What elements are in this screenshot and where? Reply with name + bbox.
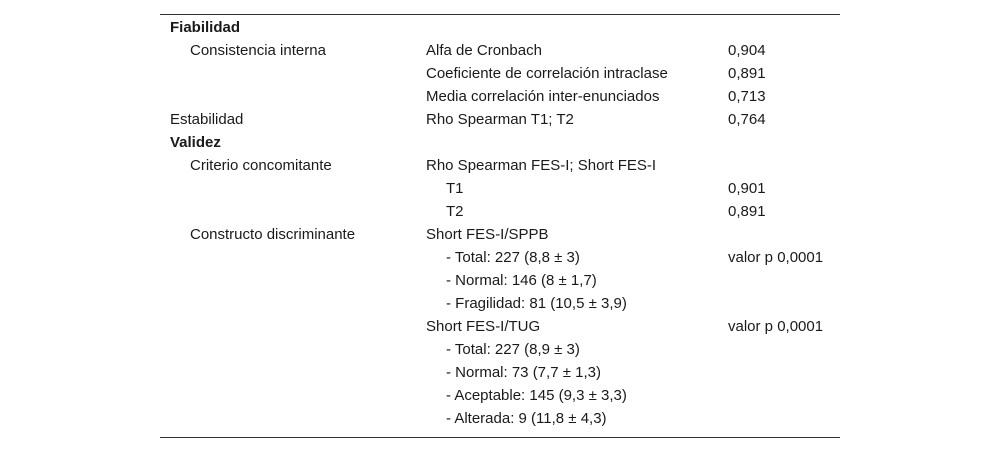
measure-cell: Media correlación inter-enunciados [426, 88, 660, 105]
value-cell: 0,891 [728, 65, 766, 82]
table-row [160, 384, 840, 407]
measure-cell: Short FES-I/SPPB [426, 226, 549, 243]
table-row [160, 85, 840, 108]
section-title-validez: Validez [170, 134, 221, 151]
measure-cell: Short FES-I/TUG [426, 318, 541, 335]
table-row [160, 108, 840, 131]
value-cell: 0,713 [728, 88, 766, 105]
value-cell: 0,891 [728, 203, 766, 220]
table-row [160, 131, 840, 154]
measure-cell: - Fragilidad: 81 (10,5 ± 3,9) [446, 295, 627, 312]
value-cell: valor p 0,0001 [728, 318, 824, 335]
results-table [160, 16, 840, 430]
table-row [160, 407, 840, 430]
category-criterio-concomitante: Criterio concomitante [190, 157, 332, 174]
psychometric-table [160, 14, 840, 438]
measure-cell: - Total: 227 (8,9 ± 3) [446, 341, 580, 358]
table-row [160, 62, 840, 85]
table-row [160, 315, 840, 338]
category-constructo-discriminante: Constructo discriminante [190, 226, 356, 243]
measure-cell: - Alterada: 9 (11,8 ± 4,3) [446, 410, 607, 427]
table-row [160, 361, 840, 384]
category-estabilidad: Estabilidad [170, 111, 244, 128]
value-cell [728, 292, 840, 315]
table-row [160, 39, 840, 62]
table-row [160, 154, 840, 177]
measure-cell: Rho Spearman FES-I; Short FES-I [426, 157, 657, 174]
measure-cell: - Aceptable: 145 (9,3 ± 3,3) [446, 387, 627, 404]
measure-cell: - Total: 227 (8,8 ± 3) [446, 249, 580, 266]
table-row [160, 292, 840, 315]
measure-cell: Coeficiente de correlación intraclase [426, 65, 668, 82]
table-row [160, 223, 840, 246]
table-row [160, 177, 840, 200]
value-cell [728, 269, 840, 292]
measure-cell: Alfa de Cronbach [426, 42, 542, 59]
measure-cell: T2 [446, 203, 464, 220]
measure-cell: Rho Spearman T1; T2 [426, 111, 574, 128]
measure-cell: - Normal: 146 (8 ± 1,7) [446, 272, 597, 289]
value-cell: valor p 0,0001 [728, 249, 824, 266]
value-cell: 0,901 [728, 180, 766, 197]
table-row [160, 16, 840, 39]
table-row [160, 200, 840, 223]
measure-cell: T1 [446, 180, 464, 197]
table-row [160, 269, 840, 292]
measure-cell: - Normal: 73 (7,7 ± 1,3) [446, 364, 601, 381]
value-cell: 0,904 [728, 42, 766, 59]
section-title-fiabilidad: Fiabilidad [170, 19, 241, 36]
value-cell: 0,764 [728, 111, 766, 128]
table-row [160, 246, 840, 269]
category-consistencia-interna: Consistencia interna [190, 42, 326, 59]
table-row [160, 338, 840, 361]
